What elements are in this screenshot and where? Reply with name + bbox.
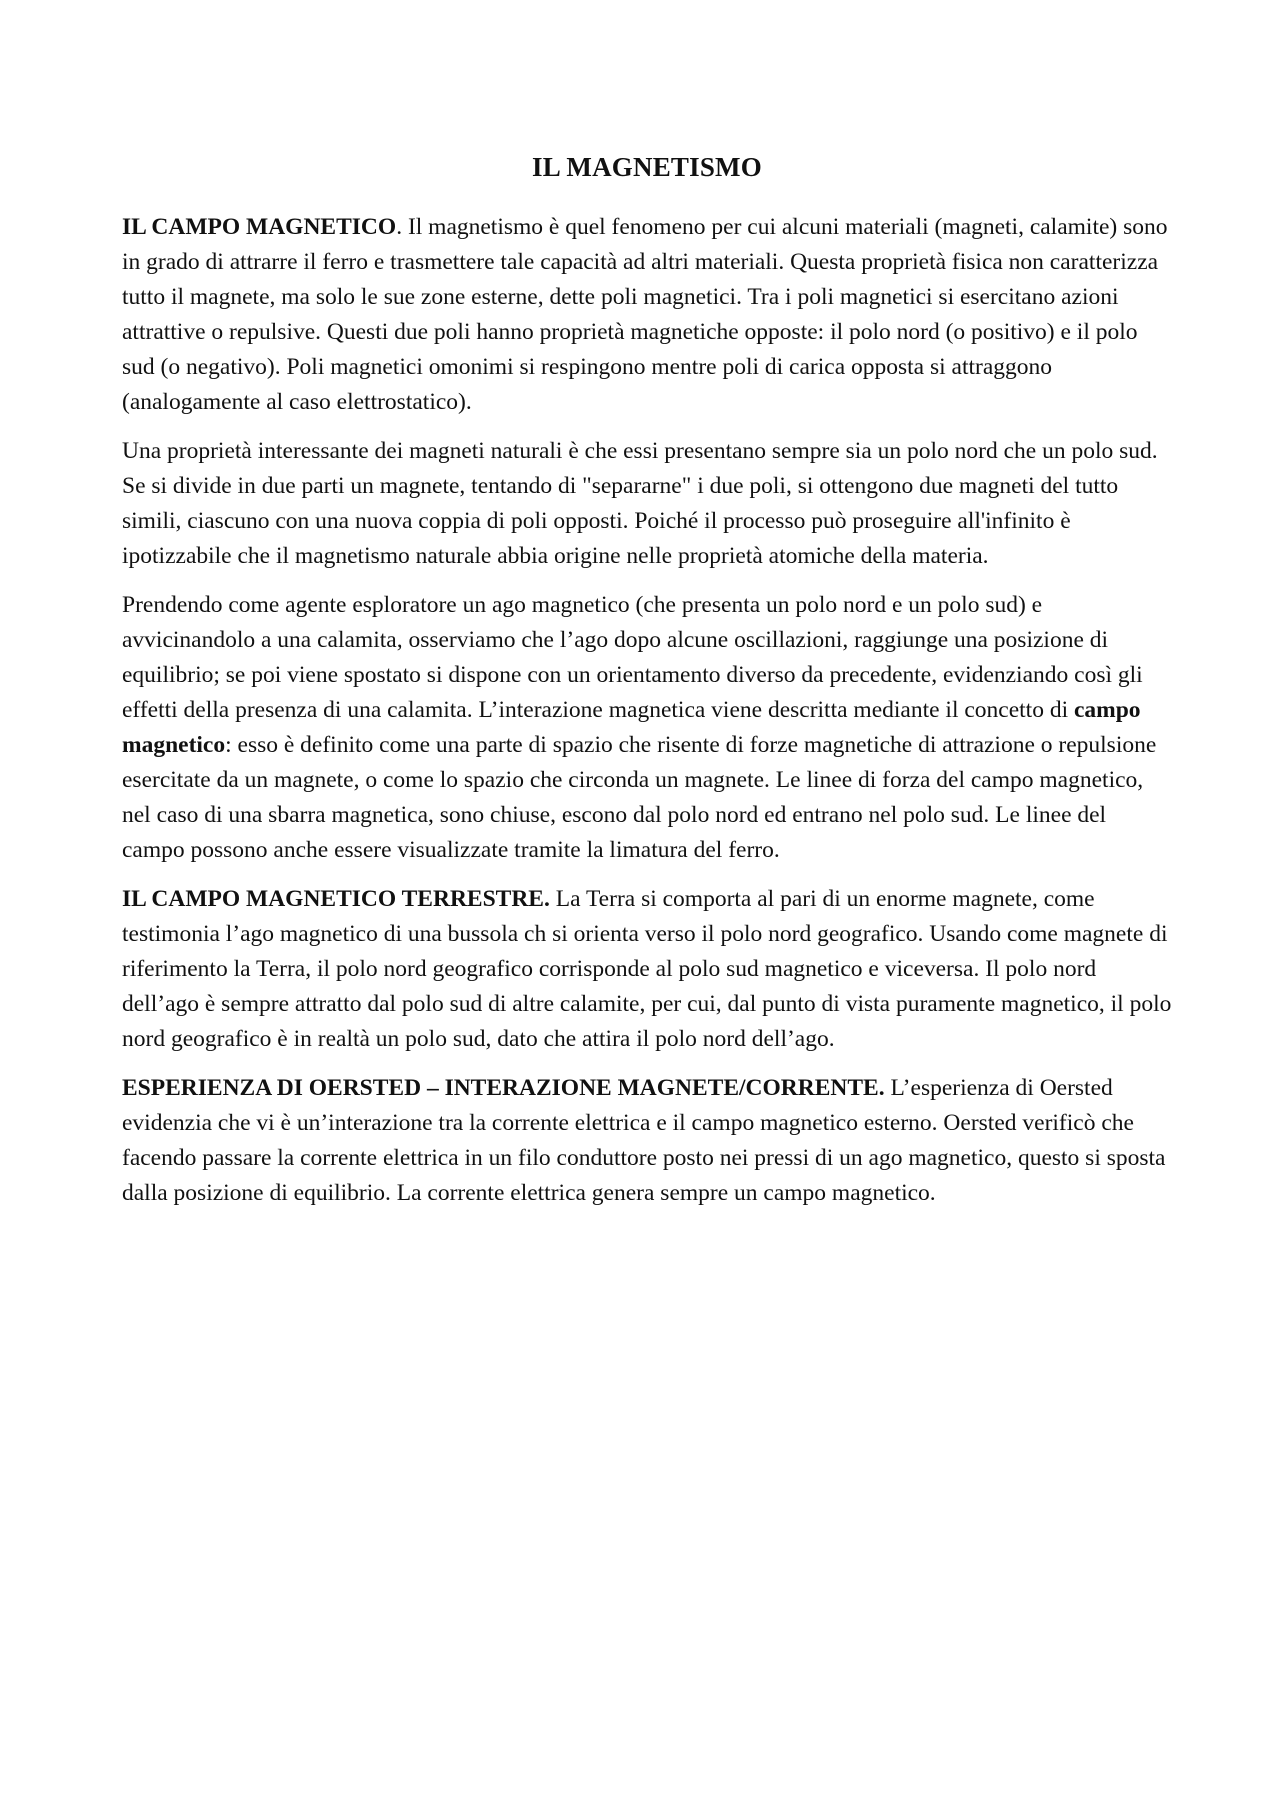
paragraph-body: Una proprietà interessante dei magneti naturali è che essi presentano sempre sia un polo nord che un polo sud. Se si divide in due parti un magnete, tentando di "separarne" i due poli, si ottengono due magneti del tutto simili, ciascuno con una nuova coppia di poli opposti. Poiché il processo può proseguire all'infinito è ipotizzabile che il magnetismo naturale abbia origine nelle proprietà atomiche della materia. <box>122 438 1158 569</box>
paragraph-ago-magnetico <box>122 588 1172 868</box>
document-page <box>122 150 1172 1225</box>
section-body: La Terra si comporta al pari di un enorme magnete, come testimonia l’ago magnetico di una bussola ch si orienta verso il polo nord geografico. Usando come magnete di riferimento la Terra, il polo nord geografico corrisponde al polo sud magnetico e viceversa. Il polo nord dell’ago è sempre attratto dal polo sud di altre calamite, per cui, dal punto di vista puramente magnetico, il polo nord geografico è in realtà un polo sud, dato che attira il polo nord dell’ago. <box>122 886 1172 1052</box>
paragraph-magneti-naturali <box>122 434 1172 574</box>
section-body: L’esperienza di Oersted evidenzia che vi è un’interazione tra la corrente elettrica e il campo magnetico esterno. Oersted verificò che facendo passare la corrente elettrica in un filo conduttore posto nei pressi di un ago magnetico, questo si sposta dalla posizione di equilibrio. La corrente elettrica genera sempre un campo magnetico. <box>122 1075 1166 1206</box>
section-body: Il magnetismo è quel fenomeno per cui alcuni materiali (magneti, calamite) sono in grado di attrarre il ferro e trasmettere tale capacità ad altri materiali. Questa proprietà fisica non caratterizza tutto il magnete, ma solo le sue zone esterne, dette poli magnetici. Tra i poli magnetici si esercitano azioni attrattive o repulsive. Questi due poli hanno proprietà magnetiche opposte: il polo nord (o positivo) e il polo sud (o negativo). Poli magnetici omonimi si respingono mentre poli di carica opposta si attraggono (analogamente al caso elettrostatico). <box>122 214 1168 415</box>
section-oersted <box>122 1071 1172 1211</box>
section-heading: ESPERIENZA DI OERSTED – INTERAZIONE MAGNETE/CORRENTE. <box>122 1075 885 1101</box>
section-campo-terrestre <box>122 882 1172 1057</box>
paragraph-body-end: : esso è definito come una parte di spazio che risente di forze magnetiche di attrazione o repulsione esercitate da un magnete, o come lo spazio che circonda un magnete. Le linee di forza del campo magnetico, nel caso di una sbarra magnetica, sono chiuse, escono dal polo nord ed entrano nel polo sud. Le linee del campo possono anche essere visualizzate tramite la limatura del ferro. <box>122 732 1157 863</box>
bold-term: campo magnetico <box>122 697 1141 758</box>
section-heading-suffix: . <box>396 214 403 240</box>
document-title: IL MAGNETISMO <box>532 152 762 182</box>
section-heading: IL CAMPO MAGNETICO TERRESTRE. <box>122 886 550 912</box>
section-campo-magnetico <box>122 210 1172 420</box>
paragraph-body-start: Prendendo come agente esploratore un ago magnetico (che presenta un polo nord e un polo sud) e avvicinandolo a una calamita, osserviamo che l’ago dopo alcune oscillazioni, raggiunge una posizione di equilibrio; se poi viene spostato si dispone con un orientamento diverso da precedente, evidenziando così gli effetti della presenza di una calamita. L’interazione magnetica viene descritta mediante il concetto di <box>122 592 1143 723</box>
section-heading: IL CAMPO MAGNETICO <box>122 214 397 240</box>
